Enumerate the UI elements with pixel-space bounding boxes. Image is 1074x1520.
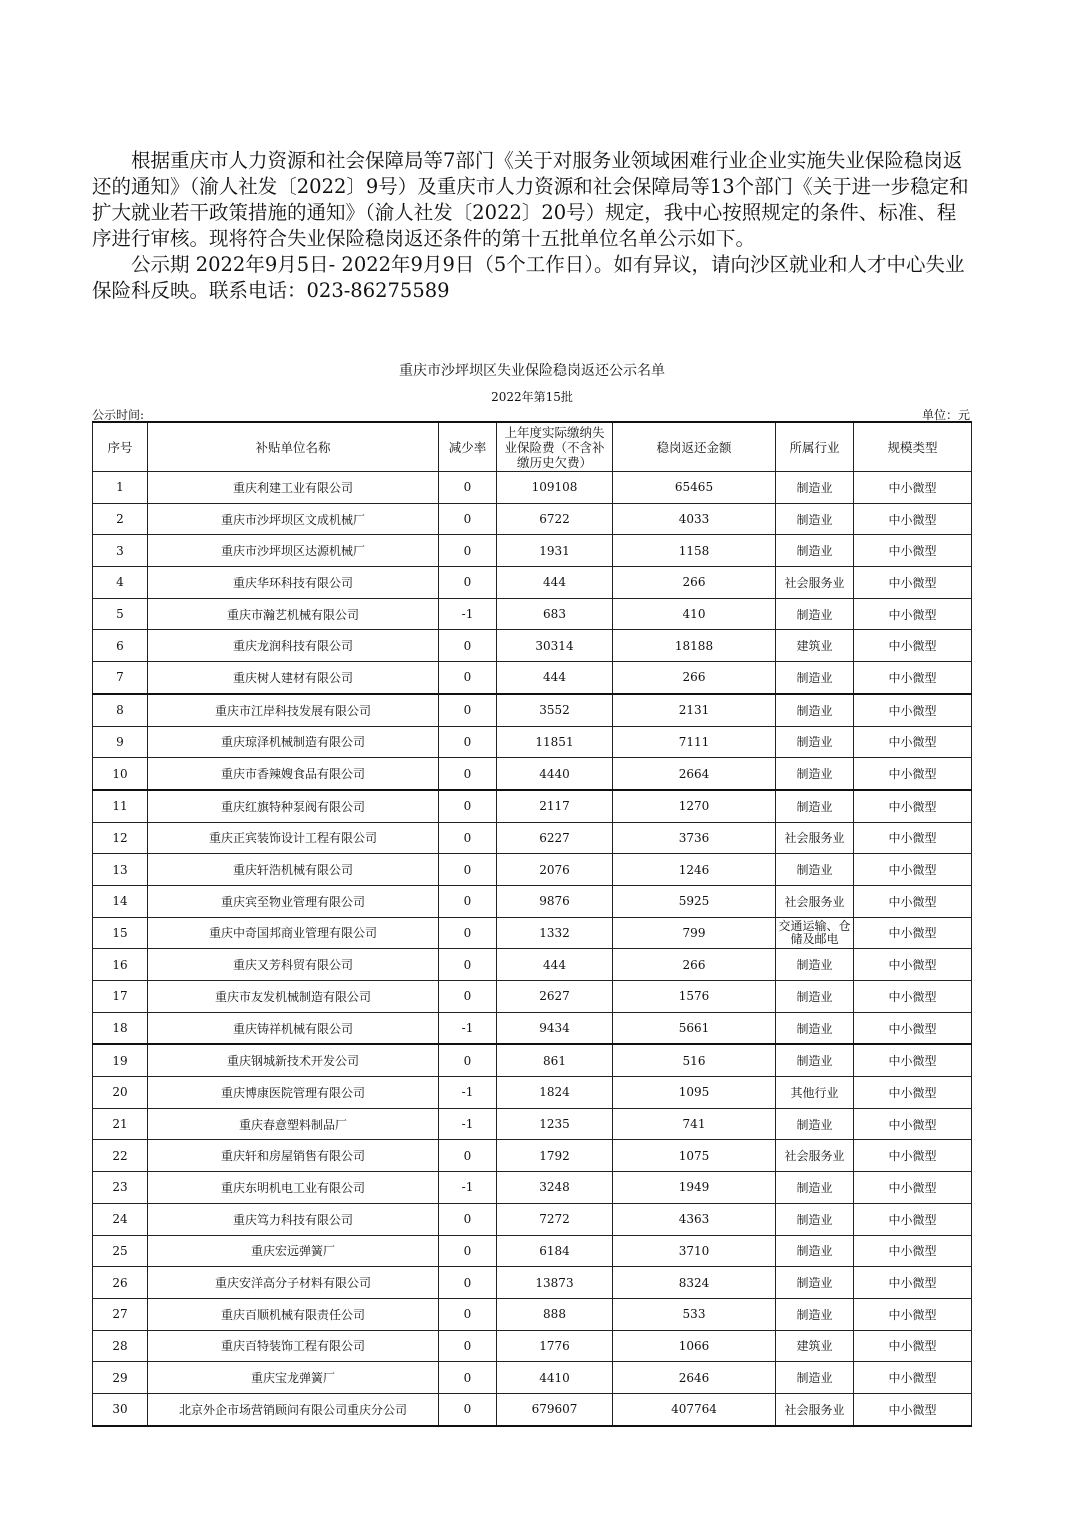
cell-industry: 其他行业 (776, 1077, 854, 1109)
table-row (93, 694, 972, 726)
cell-amount: 410 (613, 598, 776, 630)
cell-industry: 社会服务业 (776, 1140, 854, 1172)
table-row (93, 981, 972, 1013)
cell-scale: 中小微型 (854, 981, 972, 1013)
cell-rate: 0 (439, 790, 497, 822)
cell-no: 23 (93, 1172, 148, 1204)
cell-no: 14 (93, 885, 148, 917)
cell-scale: 中小微型 (854, 598, 972, 630)
cell-fee: 30314 (497, 630, 613, 662)
table-row (93, 917, 972, 949)
cell-no: 16 (93, 949, 148, 981)
table-row (93, 1108, 972, 1140)
cell-rate: 0 (439, 567, 497, 599)
cell-industry: 制造业 (776, 1108, 854, 1140)
cell-scale: 中小微型 (854, 472, 972, 504)
table-row (93, 1203, 972, 1235)
cell-no: 18 (93, 1012, 148, 1044)
intro-text (92, 148, 972, 304)
cell-name: 重庆正宾装饰设计工程有限公司 (148, 822, 439, 854)
cell-scale: 中小微型 (854, 758, 972, 790)
cell-name: 重庆琼泽机械制造有限公司 (148, 726, 439, 758)
cell-scale: 中小微型 (854, 1077, 972, 1109)
table-row (93, 535, 972, 567)
cell-name: 重庆市江岸科技发展有限公司 (148, 694, 439, 726)
table-title: 重庆市沙坪坝区失业保险稳岗返还公示名单 (399, 363, 665, 379)
cell-scale: 中小微型 (854, 1012, 972, 1044)
cell-industry: 制造业 (776, 694, 854, 726)
table-row (93, 1044, 972, 1076)
cell-name: 重庆市香辣嫂食品有限公司 (148, 758, 439, 790)
cell-name: 重庆铸祥机械有限公司 (148, 1012, 439, 1044)
cell-scale: 中小微型 (854, 1393, 972, 1425)
cell-no: 4 (93, 567, 148, 599)
cell-amount: 741 (613, 1108, 776, 1140)
cell-no: 5 (93, 598, 148, 630)
cell-name: 重庆树人建材有限公司 (148, 662, 439, 694)
cell-industry: 制造业 (776, 1012, 854, 1044)
cell-name: 重庆市瀚艺机械有限公司 (148, 598, 439, 630)
cell-no: 28 (93, 1330, 148, 1362)
cell-fee: 4440 (497, 758, 613, 790)
cell-no: 1 (93, 472, 148, 504)
cell-no: 11 (93, 790, 148, 822)
cell-name: 重庆百特装饰工程有限公司 (148, 1330, 439, 1362)
cell-rate: 0 (439, 981, 497, 1013)
cell-name: 重庆宏远弹簧厂 (148, 1235, 439, 1267)
cell-fee: 888 (497, 1298, 613, 1330)
table-row (93, 790, 972, 822)
cell-rate: 0 (439, 662, 497, 694)
table-row (93, 1298, 972, 1330)
cell-industry: 制造业 (776, 949, 854, 981)
cell-fee: 2076 (497, 854, 613, 886)
table-row (93, 662, 972, 694)
cell-industry: 制造业 (776, 598, 854, 630)
roster-table (92, 421, 972, 1427)
cell-industry: 制造业 (776, 790, 854, 822)
cell-amount: 3710 (613, 1235, 776, 1267)
table-row (93, 854, 972, 886)
cell-fee: 11851 (497, 726, 613, 758)
cell-fee: 679607 (497, 1393, 613, 1425)
table-row (93, 1235, 972, 1267)
cell-no: 22 (93, 1140, 148, 1172)
table-row (93, 598, 972, 630)
cell-name: 重庆东明机电工业有限公司 (148, 1172, 439, 1204)
cell-no: 20 (93, 1077, 148, 1109)
cell-industry: 制造业 (776, 1203, 854, 1235)
cell-fee: 6722 (497, 503, 613, 535)
cell-amount: 266 (613, 662, 776, 694)
table-row (93, 822, 972, 854)
cell-scale: 中小微型 (854, 1362, 972, 1394)
cell-amount: 65465 (613, 472, 776, 504)
table-row (93, 1330, 972, 1362)
cell-fee: 1931 (497, 535, 613, 567)
cell-scale: 中小微型 (854, 917, 972, 949)
cell-industry: 制造业 (776, 503, 854, 535)
cell-scale: 中小微型 (854, 662, 972, 694)
cell-amount: 1246 (613, 854, 776, 886)
table-row (93, 1140, 972, 1172)
cell-rate: 0 (439, 917, 497, 949)
cell-industry: 制造业 (776, 1298, 854, 1330)
cell-no: 6 (93, 630, 148, 662)
cell-scale: 中小微型 (854, 1172, 972, 1204)
cell-scale: 中小微型 (854, 949, 972, 981)
cell-fee: 444 (497, 567, 613, 599)
cell-rate: -1 (439, 1172, 497, 1204)
cell-scale: 中小微型 (854, 726, 972, 758)
cell-scale: 中小微型 (854, 630, 972, 662)
cell-industry: 制造业 (776, 662, 854, 694)
header-industry: 所属行业 (776, 422, 854, 472)
cell-name: 重庆宝龙弹簧厂 (148, 1362, 439, 1394)
cell-fee: 2117 (497, 790, 613, 822)
cell-scale: 中小微型 (854, 1044, 972, 1076)
cell-no: 17 (93, 981, 148, 1013)
cell-amount: 2664 (613, 758, 776, 790)
cell-amount: 1270 (613, 790, 776, 822)
cell-fee: 683 (497, 598, 613, 630)
cell-industry: 制造业 (776, 1235, 854, 1267)
cell-amount: 2646 (613, 1362, 776, 1394)
cell-name: 重庆宾至物业管理有限公司 (148, 885, 439, 917)
table-row (93, 1267, 972, 1299)
cell-name: 重庆市友发机械制造有限公司 (148, 981, 439, 1013)
publish-time-label: 公示时间: (92, 408, 145, 422)
cell-scale: 中小微型 (854, 1140, 972, 1172)
cell-industry: 制造业 (776, 1044, 854, 1076)
cell-fee: 444 (497, 662, 613, 694)
cell-industry: 社会服务业 (776, 885, 854, 917)
cell-no: 21 (93, 1108, 148, 1140)
cell-no: 19 (93, 1044, 148, 1076)
cell-fee: 1792 (497, 1140, 613, 1172)
cell-no: 2 (93, 503, 148, 535)
cell-rate: -1 (439, 1012, 497, 1044)
cell-amount: 266 (613, 567, 776, 599)
cell-name: 重庆百顺机械有限责任公司 (148, 1298, 439, 1330)
cell-no: 25 (93, 1235, 148, 1267)
cell-fee: 1824 (497, 1077, 613, 1109)
cell-fee: 6184 (497, 1235, 613, 1267)
cell-industry: 制造业 (776, 854, 854, 886)
cell-no: 30 (93, 1393, 148, 1425)
cell-no: 12 (93, 822, 148, 854)
cell-name: 重庆轩浩机械有限公司 (148, 854, 439, 886)
cell-scale: 中小微型 (854, 535, 972, 567)
cell-no: 26 (93, 1267, 148, 1299)
cell-rate: 0 (439, 503, 497, 535)
cell-name: 重庆龙润科技有限公司 (148, 630, 439, 662)
cell-no: 24 (93, 1203, 148, 1235)
cell-no: 29 (93, 1362, 148, 1394)
cell-fee: 3552 (497, 694, 613, 726)
cell-rate: 0 (439, 1267, 497, 1299)
cell-name: 重庆华环科技有限公司 (148, 567, 439, 599)
cell-name: 重庆博康医院管理有限公司 (148, 1077, 439, 1109)
cell-amount: 1095 (613, 1077, 776, 1109)
cell-amount: 533 (613, 1298, 776, 1330)
cell-name: 重庆又芳科贸有限公司 (148, 949, 439, 981)
cell-fee: 4410 (497, 1362, 613, 1394)
cell-industry: 制造业 (776, 472, 854, 504)
table-row (93, 503, 972, 535)
cell-no: 3 (93, 535, 148, 567)
cell-name: 北京外企市场营销顾问有限公司重庆分公司 (148, 1393, 439, 1425)
cell-scale: 中小微型 (854, 1330, 972, 1362)
cell-name: 重庆安洋高分子材料有限公司 (148, 1267, 439, 1299)
cell-scale: 中小微型 (854, 1235, 972, 1267)
table-row (93, 758, 972, 790)
cell-name: 重庆市沙坪坝区达源机械厂 (148, 535, 439, 567)
cell-scale: 中小微型 (854, 854, 972, 886)
cell-industry: 制造业 (776, 758, 854, 790)
cell-scale: 中小微型 (854, 1298, 972, 1330)
cell-fee: 9876 (497, 885, 613, 917)
header-rate: 减少率 (439, 422, 497, 472)
cell-no: 27 (93, 1298, 148, 1330)
cell-rate: 0 (439, 1044, 497, 1076)
cell-rate: -1 (439, 1077, 497, 1109)
cell-name: 重庆红旗特种泵阀有限公司 (148, 790, 439, 822)
cell-fee: 7272 (497, 1203, 613, 1235)
cell-no: 7 (93, 662, 148, 694)
cell-industry: 制造业 (776, 1362, 854, 1394)
intro-paragraph-1: 根据重庆市人力资源和社会保障局等7部门《关于对服务业领域困难行业企业实施失业保险稳岗返还的通知》（渝人社发〔2022〕9号）及重庆市人力资源和社会保障局等13个部门《关于进一步稳定和扩大就业若干政策措施的通知》（渝人社发〔2022〕20号）规定，我中心按照规定的条件、标准、程序进行审核。现将符合失业保险稳岗返还条件的第十五批单位名单公示如下。 (92, 149, 969, 250)
cell-amount: 5661 (613, 1012, 776, 1044)
table-row (93, 726, 972, 758)
cell-industry: 建筑业 (776, 630, 854, 662)
cell-fee: 1332 (497, 917, 613, 949)
cell-scale: 中小微型 (854, 1267, 972, 1299)
cell-fee: 1235 (497, 1108, 613, 1140)
header-fee: 上年度实际缴纳失业保险费（不含补缴历史欠费） (497, 422, 613, 472)
cell-rate: 0 (439, 885, 497, 917)
cell-fee: 444 (497, 949, 613, 981)
table-row (93, 1077, 972, 1109)
cell-amount: 407764 (613, 1393, 776, 1425)
cell-rate: 0 (439, 1298, 497, 1330)
cell-name: 重庆笃力科技有限公司 (148, 1203, 439, 1235)
cell-name: 重庆春意塑料制品厂 (148, 1108, 439, 1140)
cell-fee: 2627 (497, 981, 613, 1013)
unit-label: 单位：元 (921, 408, 970, 422)
cell-fee: 109108 (497, 472, 613, 504)
cell-scale: 中小微型 (854, 822, 972, 854)
cell-amount: 3736 (613, 822, 776, 854)
cell-industry: 制造业 (776, 726, 854, 758)
cell-scale: 中小微型 (854, 567, 972, 599)
table-row (93, 949, 972, 981)
cell-rate: 0 (439, 472, 497, 504)
cell-rate: 0 (439, 726, 497, 758)
table-row (93, 567, 972, 599)
cell-scale: 中小微型 (854, 1108, 972, 1140)
cell-fee: 13873 (497, 1267, 613, 1299)
cell-rate: 0 (439, 694, 497, 726)
cell-fee: 861 (497, 1044, 613, 1076)
cell-fee: 6227 (497, 822, 613, 854)
cell-industry: 制造业 (776, 1267, 854, 1299)
cell-amount: 1158 (613, 535, 776, 567)
cell-name: 重庆钢城新技术开发公司 (148, 1044, 439, 1076)
cell-scale: 中小微型 (854, 694, 972, 726)
cell-industry: 制造业 (776, 1172, 854, 1204)
cell-amount: 516 (613, 1044, 776, 1076)
header-name: 补贴单位名称 (148, 422, 439, 472)
table-body (93, 472, 972, 1426)
cell-scale: 中小微型 (854, 503, 972, 535)
cell-no: 10 (93, 758, 148, 790)
table-row (93, 1172, 972, 1204)
cell-fee: 3248 (497, 1172, 613, 1204)
cell-fee: 1776 (497, 1330, 613, 1362)
cell-amount: 5925 (613, 885, 776, 917)
header-amount: 稳岗返还金额 (613, 422, 776, 472)
cell-name: 重庆轩和房屋销售有限公司 (148, 1140, 439, 1172)
cell-rate: 0 (439, 1235, 497, 1267)
cell-rate: 0 (439, 535, 497, 567)
table-row (93, 472, 972, 504)
intro-paragraph-2: 公示期 2022年9月5日- 2022年9月9日（5个工作日）。如有异议，请向沙区就业和人才中心失业保险科反映。联系电话：023-86275589 (92, 253, 965, 302)
cell-rate: 0 (439, 630, 497, 662)
cell-industry: 社会服务业 (776, 567, 854, 599)
cell-industry: 制造业 (776, 535, 854, 567)
table-row (93, 1012, 972, 1044)
table-row (93, 630, 972, 662)
cell-no: 8 (93, 694, 148, 726)
cell-rate: 0 (439, 854, 497, 886)
header-scale: 规模类型 (854, 422, 972, 472)
cell-scale: 中小微型 (854, 790, 972, 822)
cell-amount: 799 (613, 917, 776, 949)
cell-rate: 0 (439, 758, 497, 790)
cell-amount: 4363 (613, 1203, 776, 1235)
cell-name: 重庆市沙坪坝区文成机械厂 (148, 503, 439, 535)
cell-no: 15 (93, 917, 148, 949)
table-row (93, 1362, 972, 1394)
cell-industry: 交通运输、仓储及邮电 (776, 917, 854, 949)
cell-no: 13 (93, 854, 148, 886)
cell-name: 重庆中奇国邦商业管理有限公司 (148, 917, 439, 949)
cell-amount: 1075 (613, 1140, 776, 1172)
cell-amount: 1066 (613, 1330, 776, 1362)
cell-rate: 0 (439, 1330, 497, 1362)
cell-rate: 0 (439, 1393, 497, 1425)
cell-rate: 0 (439, 1203, 497, 1235)
cell-industry: 制造业 (776, 981, 854, 1013)
cell-rate: 0 (439, 1140, 497, 1172)
table-row (93, 1393, 972, 1425)
header-no: 序号 (93, 422, 148, 472)
cell-amount: 8324 (613, 1267, 776, 1299)
cell-rate: -1 (439, 598, 497, 630)
cell-scale: 中小微型 (854, 1203, 972, 1235)
cell-fee: 9434 (497, 1012, 613, 1044)
table-subtitle: 2022年第15批 (491, 390, 573, 404)
cell-amount: 1949 (613, 1172, 776, 1204)
cell-industry: 建筑业 (776, 1330, 854, 1362)
cell-name: 重庆利建工业有限公司 (148, 472, 439, 504)
table-header-row (93, 422, 972, 472)
cell-amount: 4033 (613, 503, 776, 535)
cell-rate: 0 (439, 822, 497, 854)
cell-amount: 7111 (613, 726, 776, 758)
cell-rate: 0 (439, 949, 497, 981)
cell-no: 9 (93, 726, 148, 758)
cell-industry: 社会服务业 (776, 1393, 854, 1425)
table-row (93, 885, 972, 917)
cell-scale: 中小微型 (854, 885, 972, 917)
cell-amount: 1576 (613, 981, 776, 1013)
cell-amount: 2131 (613, 694, 776, 726)
cell-amount: 266 (613, 949, 776, 981)
cell-industry: 社会服务业 (776, 822, 854, 854)
cell-amount: 18188 (613, 630, 776, 662)
cell-rate: 0 (439, 1362, 497, 1394)
cell-rate: -1 (439, 1108, 497, 1140)
